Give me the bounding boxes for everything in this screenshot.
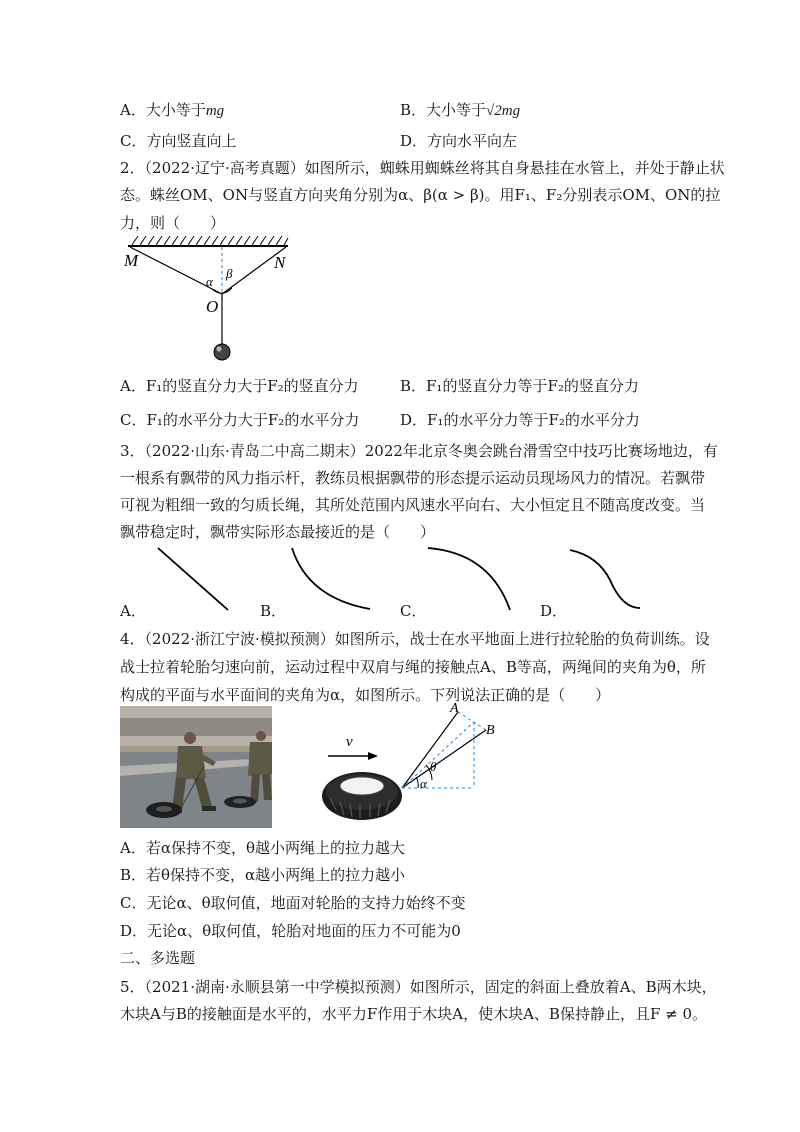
q2-stem-line1: 2．（2022·辽宁·高考真题）如图所示，蜘蛛用蜘蛛丝将其自身悬挂在水管上，并处于静止状 <box>120 159 725 177</box>
q2-label-n: N <box>274 253 286 272</box>
q1-option-d: D．方向水平向左 <box>400 132 518 150</box>
q4-tire-diagram <box>320 700 500 830</box>
q3-ribbon-options <box>120 538 650 628</box>
q4-label-alpha: α <box>420 776 427 791</box>
q3-label-c: C． <box>400 602 427 620</box>
q4-option-b: B．若θ保持不变，α越小两绳上的拉力越小 <box>120 866 406 884</box>
q2-option-c: C．F₁的水平分力大于F₂的水平分力 <box>120 411 360 429</box>
q3-label-a: A． <box>120 602 146 620</box>
q3-label-d: D． <box>540 602 568 620</box>
q4-option-c: C．无论α、θ取何值，地面对轮胎的支持力始终不变 <box>120 894 466 912</box>
q1-option-c: C．方向竖直向上 <box>120 132 237 150</box>
q2-option-a: A．F₁的竖直分力大于F₂的竖直分力 <box>120 377 359 395</box>
q2-stem-line3: 力，则（ ） <box>120 214 226 232</box>
q3-ribbon-b <box>292 548 370 609</box>
q1-option-b: B．大小等于√2mg <box>400 101 521 119</box>
q4-option-a: A．若α保持不变，θ越小两绳上的拉力越大 <box>120 839 405 857</box>
q4-option-d: D．无论α、θ取何值，轮胎对地面的压力不可能为0 <box>120 922 461 940</box>
q2-option-b: B．F₁的竖直分力等于F₂的竖直分力 <box>400 377 639 395</box>
q3-label-b: B． <box>260 602 287 620</box>
q2-label-o: O <box>206 297 219 316</box>
q3-ribbon-a <box>158 548 228 610</box>
q4-stem-line3: 构成的平面与水平面间的夹角为α，如图所示。下列说法正确的是（ ） <box>120 686 611 704</box>
q1-option-a: A．大小等于mg <box>120 101 225 119</box>
q4-stem-line2: 战士拉着轮胎匀速向前，运动过程中双肩与绳的接触点A、B等高，两绳间的夹角为θ，所 <box>120 658 706 676</box>
q3-ribbon-c <box>428 548 510 610</box>
q3-ribbon-d <box>570 550 640 608</box>
q2-option-d: D．F₁的水平分力等于F₂的水平分力 <box>400 411 640 429</box>
q2-label-m: M <box>124 251 139 270</box>
q2-label-alpha: α <box>206 274 213 289</box>
q4-label-v: v <box>346 734 353 750</box>
q5-stem-line1: 5．（2021·湖南·永顺县第一中学模拟预测）如图所示，固定的斜面上叠放着A、B两木块， <box>120 978 717 996</box>
q4-label-a: A <box>450 701 459 716</box>
q4-label-b: B <box>486 723 495 738</box>
q3-stem-line3: 可视为粗细一致的匀质长绳，其所处范围内风速水平向右、大小恒定且不随高度改变。当 <box>120 496 706 514</box>
q3-stem-line4: 飘带稳定时，飘带实际形态最接近的是（ ） <box>120 523 436 541</box>
q3-stem-line2: 一根系有飘带的风力指示杆，教练员根据飘带的形态提示运动员现场风力的情况。若飘带 <box>120 469 706 487</box>
q2-label-beta: β <box>226 266 233 281</box>
q4-training-photo <box>120 706 272 828</box>
q3-stem-line1: 3．（2022·山东·青岛二中高二期末）2022年北京冬奥会跳台滑雪空中技巧比赛场地边，有 <box>120 442 718 460</box>
q4-stem-line1: 4．（2022·浙江宁波·模拟预测）如图所示，战士在水平地面上进行拉轮胎的负荷训练。设 <box>120 630 710 648</box>
q4-label-theta: θ <box>430 759 437 774</box>
q2-spider-diagram <box>120 232 300 372</box>
section-title-multiple-choice: 二、多选题 <box>120 949 196 967</box>
q5-stem-line2: 木块A与B的接触面是水平的，水平力F作用于木块A，使木块A、B保持静止，且F ≠ 0。 <box>120 1005 708 1023</box>
q2-stem-line2: 态。蛛丝OM、ON与竖直方向夹角分别为α、β(α > β)。用F₁、F₂分别表示OM、ON的拉 <box>120 186 721 204</box>
